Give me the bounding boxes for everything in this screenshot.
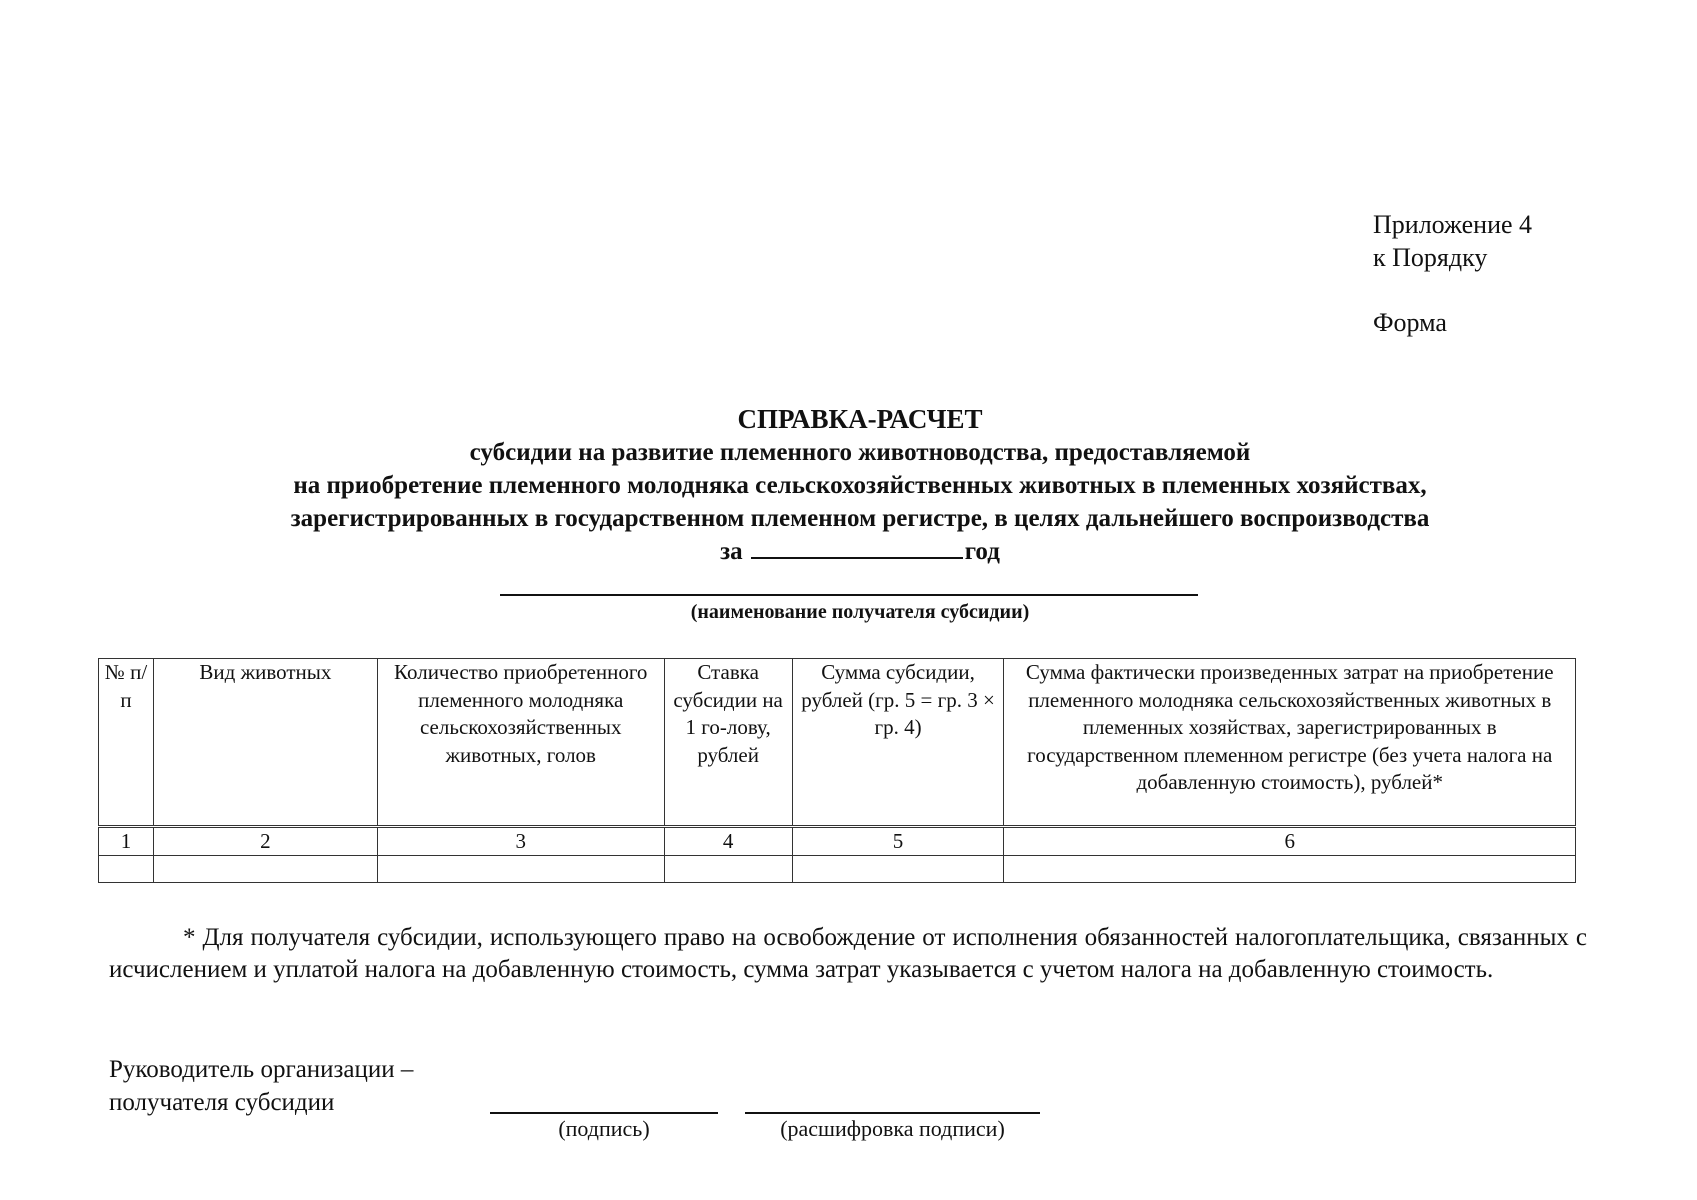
heading-line-1: субсидии на развитие племенного животноводства, предоставляемой (469, 439, 1251, 466)
header-subsidy-amount: Сумма субсидии, рублей (гр. 5 = гр. 3 × гр. 4) (792, 659, 1004, 827)
subsidy-amount-cell[interactable] (792, 856, 1004, 883)
row-number-cell[interactable] (99, 856, 154, 883)
signer-title (109, 1053, 413, 1119)
signature-caption: (подпись) (558, 1116, 650, 1141)
column-number: 3 (377, 827, 664, 856)
signature-decoding-caption: (расшифровка подписи) (780, 1116, 1005, 1141)
column-number: 5 (792, 827, 1004, 856)
header-rate-per-head: Ставка субсидии на 1 го-лову, рублей (664, 659, 792, 827)
document-title: СПРАВКА-РАСЧЕТ (737, 404, 983, 434)
signer-line-1: Руководитель организации – (109, 1056, 414, 1083)
column-number: 6 (1004, 827, 1576, 856)
signature-decoding-field[interactable] (745, 1112, 1040, 1114)
signature-field[interactable] (490, 1112, 718, 1114)
year-line (100, 535, 1620, 568)
header-actual-costs: Сумма фактически произведенных затрат на приобретение племенного молодняка сельскохозяйственных животных в племенных хозяйствах, зарегистрированных в государственном племенном регистре (без учета налога на добавленную стоимость), рублей* (1004, 659, 1576, 827)
table-header-row (99, 659, 1576, 827)
appendix-reference: к Порядку (1373, 243, 1488, 272)
form-label: Форма (1373, 308, 1447, 337)
appendix-block (1373, 208, 1532, 339)
footnote: * Для получателя субсидии, использующего право на освобождение от исполнения обязанностей налогоплательщика, связанных с исчислением и уплатой налога на добавленную стоимость, сумма затрат указывается с учетом налога на добавленную стоимость. (109, 924, 1587, 983)
document-heading (100, 402, 1620, 568)
table-row (99, 856, 1576, 883)
header-animal-type: Вид животных (153, 659, 377, 827)
year-blank-field[interactable] (751, 535, 963, 559)
appendix-number: Приложение 4 (1373, 210, 1533, 239)
header-young-stock-quantity: Количество приобретенного племенного молодняка сельскохозяйственных животных, голов (377, 659, 664, 827)
animal-type-cell[interactable] (153, 856, 377, 883)
column-number: 2 (153, 827, 377, 856)
year-prefix: за (720, 538, 743, 565)
heading-line-3: зарегистрированных в государственном племенном регистре, в целях дальнейшего воспроизводства (290, 505, 1430, 532)
actual-costs-cell[interactable] (1004, 856, 1576, 883)
signer-line-2: получателя субсидии (109, 1089, 335, 1116)
column-number: 1 (99, 827, 154, 856)
heading-line-2: на приобретение племенного молодняка сельскохозяйственных животных в племенных хозяйствах, (293, 472, 1427, 499)
subsidy-table (98, 658, 1576, 883)
quantity-cell[interactable] (377, 856, 664, 883)
recipient-name-field[interactable] (500, 594, 1198, 596)
header-row-number: № п/п (99, 659, 154, 827)
year-suffix: год (964, 538, 1000, 565)
column-number: 4 (664, 827, 792, 856)
rate-cell[interactable] (664, 856, 792, 883)
column-number-row (99, 827, 1576, 856)
recipient-caption: (наименование получателя субсидии) (690, 601, 1030, 623)
